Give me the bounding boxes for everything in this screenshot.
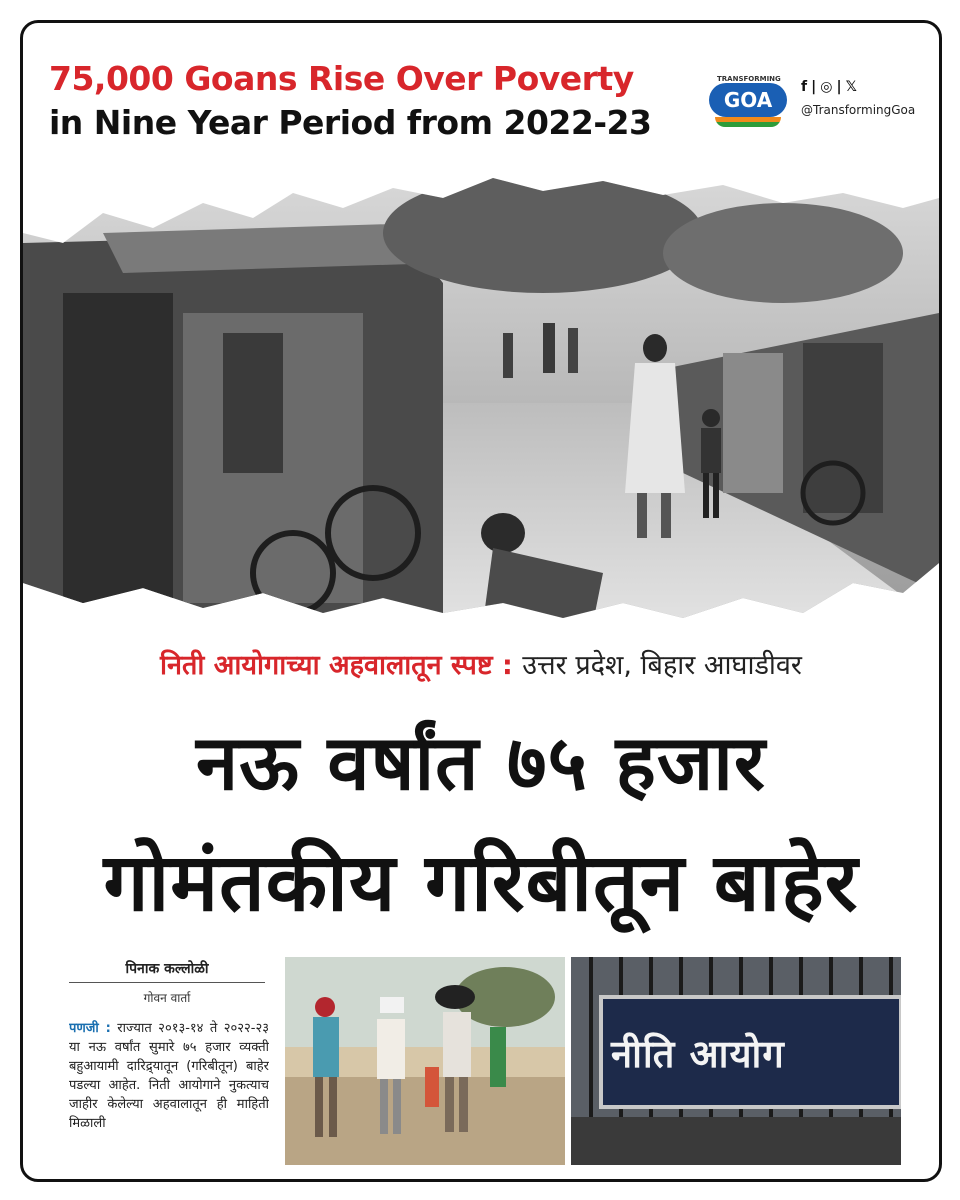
- dateline: पणजी :: [69, 1021, 111, 1036]
- slum-street-photo: [23, 173, 939, 623]
- social-handle[interactable]: @TransformingGoa: [801, 103, 916, 117]
- article-text: राज्यात २०१३-१४ ते २०२२-२३ या नऊ वर्षांत सुमारे ७५ हजार व्यक्ती बहुआयामी दारिद्र्यातून (गरिबीतून) बाहेर पडल्या आहेत. निती आयोगाने नुकत्याच जाहीर केलेल्या अहवालातून ही माहिती मिळाली: [69, 1021, 269, 1131]
- transforming-goa-logo: [709, 69, 787, 133]
- news-kicker-source: निती आयोगाच्या अहवालातून स्पष्ट :: [160, 650, 513, 681]
- author-name: पिनाक कल्लोळी: [69, 959, 265, 983]
- brand-block: [709, 69, 916, 139]
- news-title-line-1: नऊ वर्षांत ७५ हजार: [196, 718, 766, 807]
- logo-tricolor-arc: [715, 117, 781, 127]
- poster-card: [20, 20, 942, 1182]
- x-icon[interactable]: 𝕏: [845, 79, 857, 95]
- social-icons: f | ◎ | 𝕏: [801, 79, 857, 95]
- headline-line-1: 75,000 Goans Rise Over Poverty: [49, 59, 634, 98]
- news-title-line-2: गोमंतकीय गरिबीतून बाहेर: [103, 836, 859, 929]
- headline: [49, 57, 651, 145]
- logo-main-text: GOA: [709, 83, 787, 117]
- sign-text: नीति आयोग: [611, 1032, 785, 1076]
- logo-top-text: TRANSFORMING: [717, 75, 781, 83]
- niti-aayog-sign-photo: [571, 957, 901, 1165]
- article-body: [69, 1019, 269, 1169]
- news-kicker: [23, 645, 939, 682]
- instagram-icon[interactable]: ◎: [820, 79, 833, 95]
- publication-name: गोवन वार्ता: [143, 991, 191, 1005]
- facebook-icon[interactable]: f: [801, 79, 808, 95]
- byline: [69, 959, 265, 1006]
- headline-line-2: in Nine Year Period from 2022-23: [49, 103, 652, 142]
- news-kicker-states: उत्तर प्रदेश, बिहार आघाडीवर: [522, 650, 802, 681]
- migrants-photo: [285, 957, 565, 1165]
